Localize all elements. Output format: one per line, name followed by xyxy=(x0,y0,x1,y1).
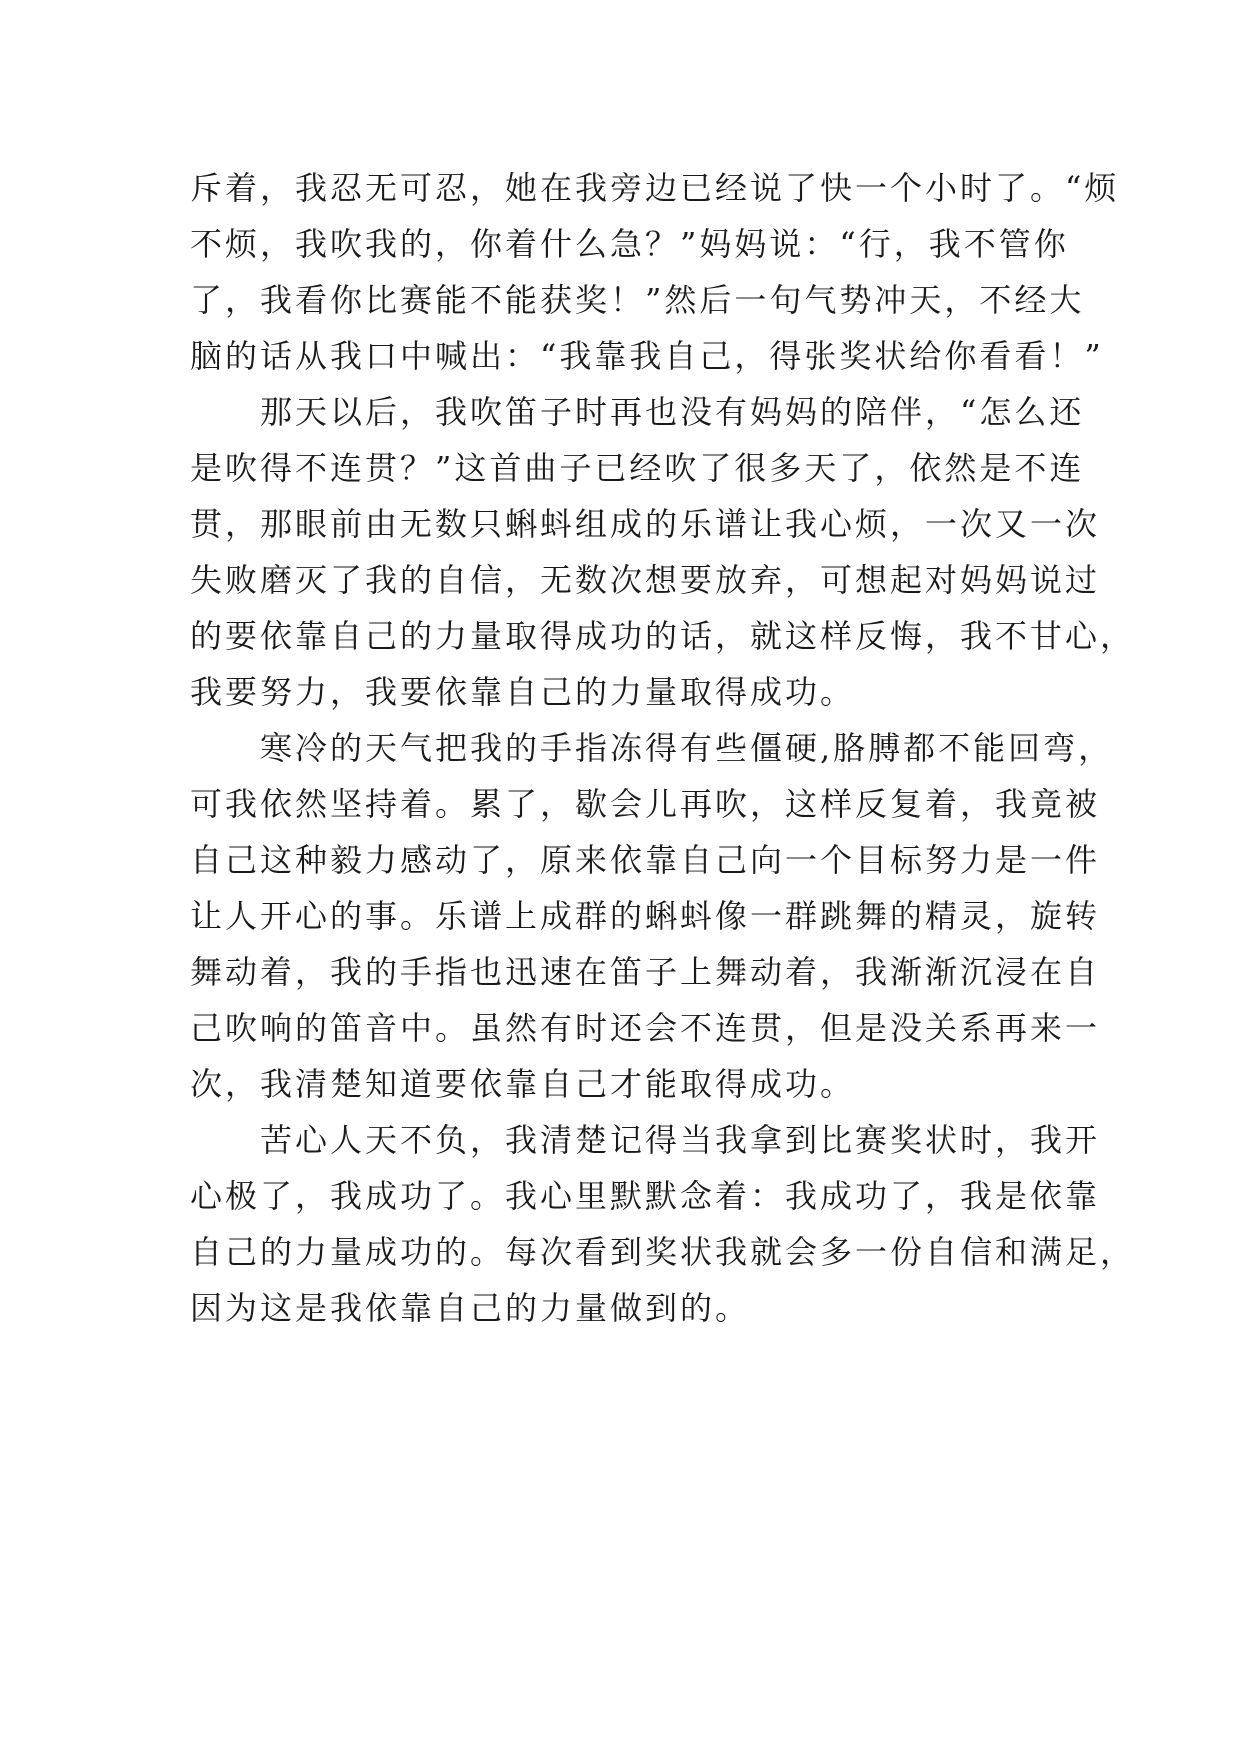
text-line: 脑的话从我口中喊出：“我靠我自己，得张奖状给你看看！” xyxy=(190,337,1104,375)
text-line: 我要努力，我要依靠自己的力量取得成功。 xyxy=(190,673,856,711)
text-line: 让人开心的事。乐谱上成群的蝌蚪像一群跳舞的精灵，旋转 xyxy=(190,897,1101,935)
paragraph-start-line: 苦心人天不负，我清楚记得当我拿到比赛奖状时，我开 xyxy=(190,1121,1101,1159)
text-line: 己吹响的笛音中。虽然有时还会不连贯，但是没关系再来一 xyxy=(190,1009,1101,1047)
text-line: 因为这是我依靠自己的力量做到的。 xyxy=(190,1289,751,1327)
text-line: 舞动着，我的手指也迅速在笛子上舞动着，我渐渐沉浸在自 xyxy=(190,953,1101,991)
paragraph-start-line: 寒冷的天气把我的手指冻得有些僵硬,胳膊都不能回弯， xyxy=(190,729,1114,767)
text-line: 的要依靠自己的力量取得成功的话，就这样反悔，我不甘心， xyxy=(190,617,1136,655)
text-line: 是吹得不连贯？”这首曲子已经吹了很多天了，依然是不连 xyxy=(190,449,1085,487)
text-line: 自己的力量成功的。每次看到奖状我就会多一份自信和满足， xyxy=(190,1233,1136,1271)
paragraph-start-line: 那天以后，我吹笛子时再也没有妈妈的陪伴，“怎么还 xyxy=(190,393,1085,431)
text-line: 心极了，我成功了。我心里默默念着：我成功了，我是依靠 xyxy=(190,1177,1101,1215)
text-line: 失败磨灭了我的自信，无数次想要放弃，可想起对妈妈说过 xyxy=(190,561,1101,599)
text-line: 斥着，我忍无可忍，她在我旁边已经说了快一个小时了。“烦 xyxy=(190,169,1120,207)
essay-body xyxy=(190,160,1136,1336)
text-line: 可我依然坚持着。累了，歇会儿再吹，这样反复着，我竟被 xyxy=(190,785,1101,823)
text-line: 自己这种毅力感动了，原来依靠自己向一个目标努力是一件 xyxy=(190,841,1101,879)
text-line: 贯，那眼前由无数只蝌蚪组成的乐谱让我心烦，一次又一次 xyxy=(190,505,1101,543)
text-line: 次，我清楚知道要依靠自己才能取得成功。 xyxy=(190,1065,856,1103)
text-line: 不烦，我吹我的，你着什么急？”妈妈说：“行，我不管你 xyxy=(190,225,1069,263)
text-line: 了，我看你比赛能不能获奖！”然后一句气势冲天，不经大 xyxy=(190,281,1085,319)
